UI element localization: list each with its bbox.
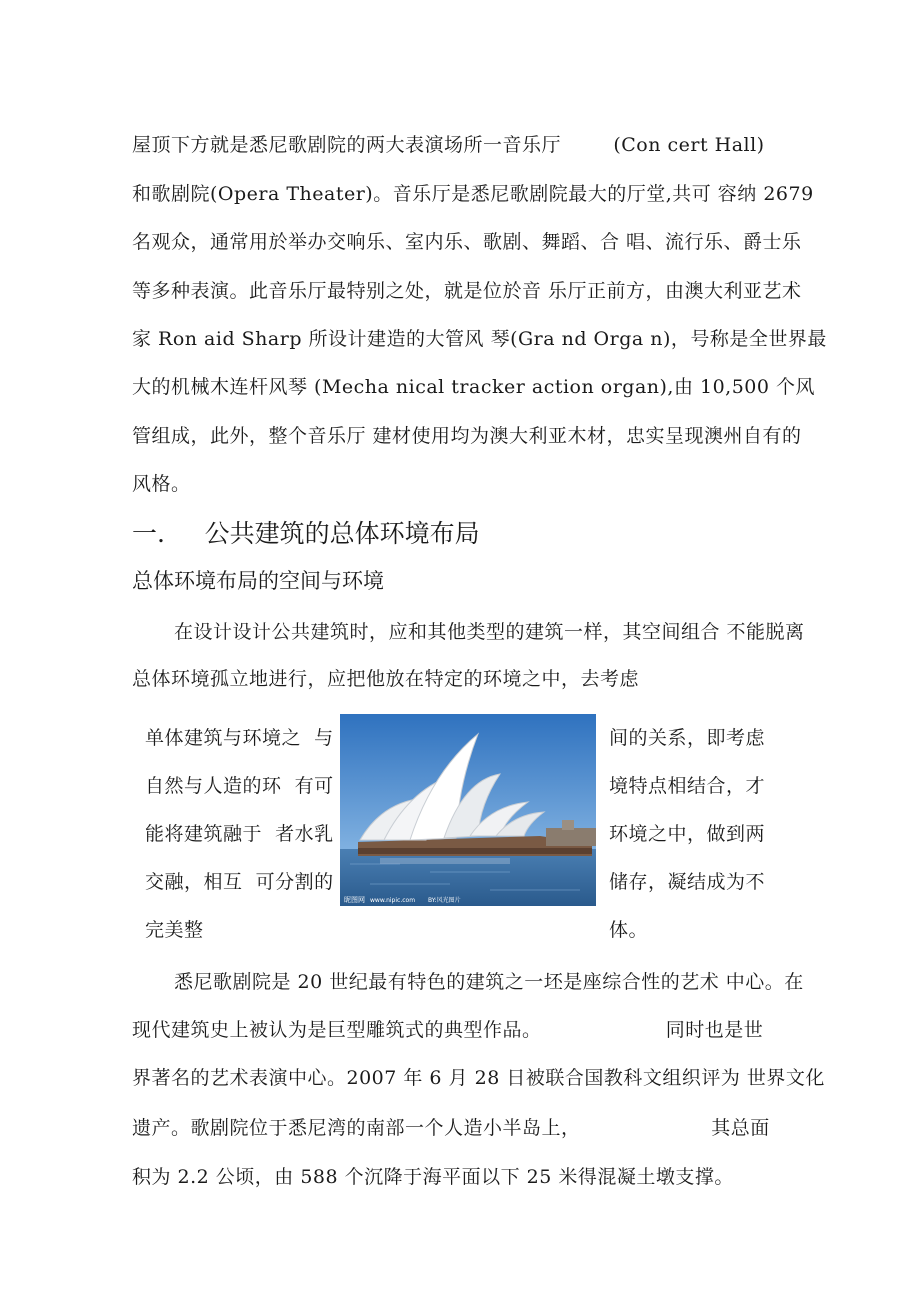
text-line: 境特点相结合，才	[609, 775, 766, 797]
text-line: 等多种表演。此音乐厅最特别之处，就是位於音 乐厅正前方，由澳大利亚艺术	[132, 280, 802, 302]
text-line: 悉尼歌剧院是 20 世纪最有特色的建筑之一坯是座综合性的艺术 中心。在	[174, 971, 804, 993]
section-heading: 一. 公共建筑的总体环境布局	[132, 519, 480, 548]
photo-caption: www.nipic.com	[370, 897, 416, 904]
text-line: 名观众，通常用於举办交响乐、室内乐、歌剧、舞蹈、合 唱、流行乐、爵士乐	[132, 231, 802, 253]
text-line: 环境之中，做到两	[609, 823, 766, 845]
sydney-opera-house-photo	[340, 714, 596, 906]
text-line: 风格。	[132, 473, 191, 495]
text-line: 现代建筑史上被认为是巨型雕筑式的典型作品。 同时也是世	[132, 1019, 764, 1041]
text-line: 间的关系，即考虑	[609, 727, 766, 749]
text-line: 总体环境孤立地进行，应把他放在特定的环境之中，去考虑	[132, 668, 640, 690]
text-line: 在设计设计公共建筑时，应和其他类型的建筑一样，其空间组合 不能脱离	[174, 621, 805, 643]
text-line: 屋顶下方就是悉尼歌剧院的两大表演场所一音乐厅 (Con cert Hall)	[132, 134, 765, 156]
text-line: 能将建筑融于 者水乳	[145, 823, 334, 845]
text-line: 家 Ron aid Sharp 所设计建造的大管风 琴(Gra nd Orga n)，号称是全世界最	[132, 328, 827, 350]
photo-caption: BY:风光图片	[428, 897, 461, 904]
subsection-heading: 总体环境布局的空间与环境	[132, 569, 384, 593]
text-line: 积为 2.2 公顷，由 588 个沉降于海平面以下 25 米得混凝土墩支撑。	[132, 1166, 734, 1188]
text-line: 储存，凝结成为不	[609, 871, 766, 893]
text-line: 完美整	[145, 919, 204, 941]
text-line: 自然与人造的环 有可	[145, 775, 334, 797]
text-line: 和歌剧院(Opera Theater)。音乐厅是悉尼歌剧院最大的厅堂,共可 容纳 2679	[132, 183, 814, 205]
text-line: 体。	[609, 919, 649, 941]
photo-caption: 昵图网	[344, 896, 365, 904]
text-line: 单体建筑与环境之 与	[145, 727, 334, 749]
text-line: 遗产。歌剧院位于悉尼湾的南部一个人造小半岛上， 其总面	[132, 1117, 770, 1139]
text-line: 交融，相互 可分割的	[145, 871, 334, 893]
text-line: 管组成，此外，整个音乐厅 建材使用均为澳大利亚木材，忠实呈现澳州自有的	[132, 425, 802, 447]
text-line: 大的机械木连杆风琴 (Mecha nical tracker action organ),由 10,500 个风	[132, 376, 816, 398]
text-line: 界著名的艺术表演中心。2007 年 6 月 28 日被联合国教科文组织评为 世界文化	[132, 1067, 825, 1089]
